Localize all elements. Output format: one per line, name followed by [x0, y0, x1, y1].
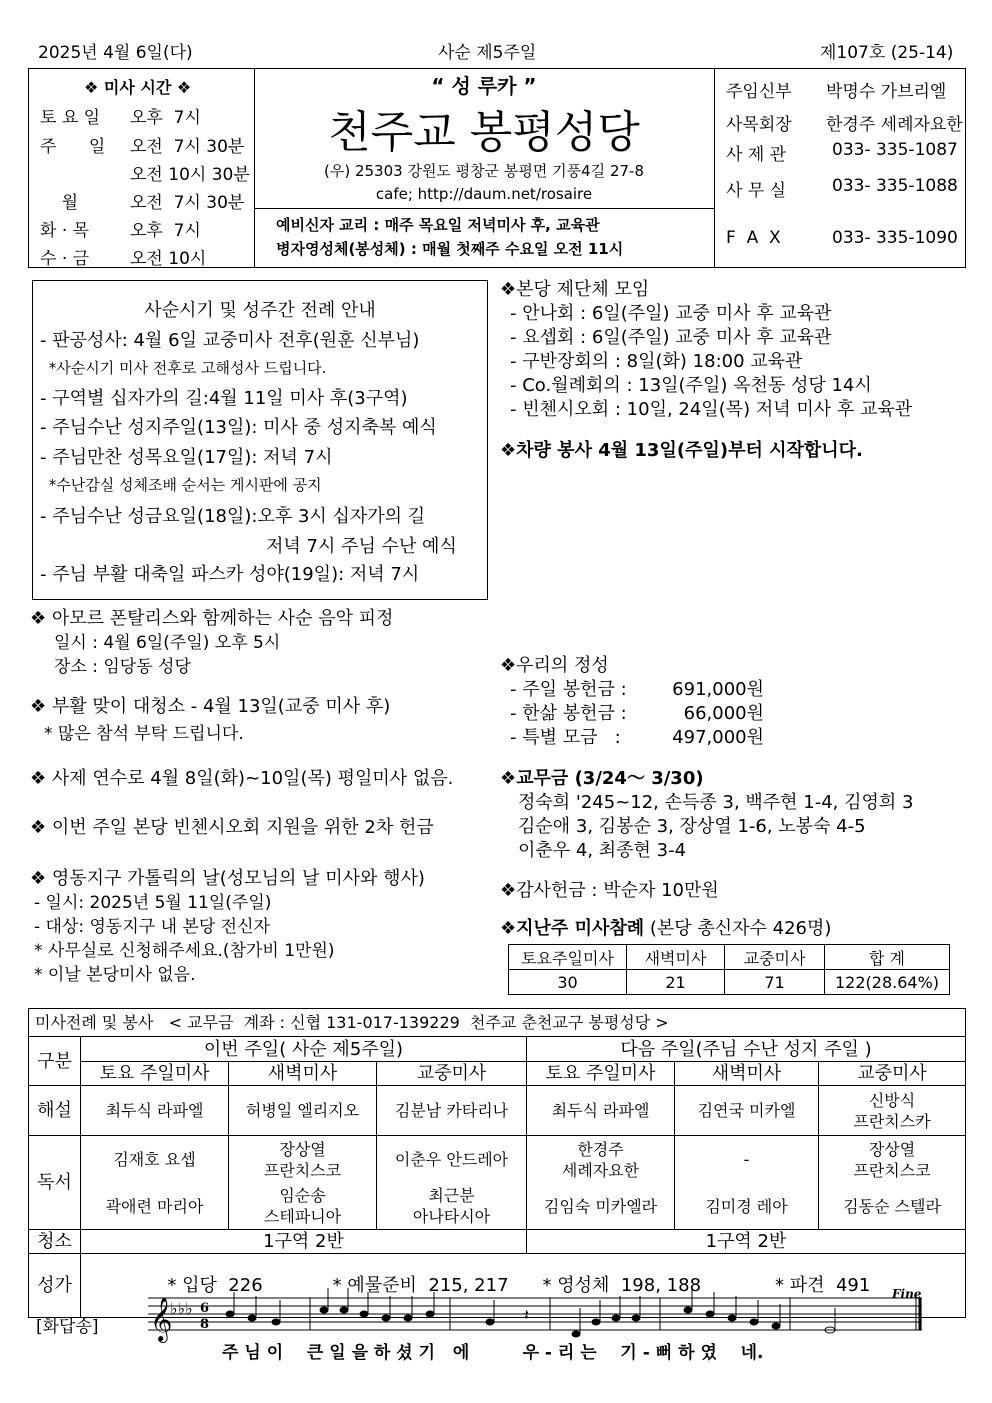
contact-label: 사 제 관: [726, 145, 787, 165]
offering-row: [510, 699, 764, 725]
lyric-syllable: 하: [678, 1343, 695, 1363]
lyric-syllable: 을: [351, 1343, 368, 1363]
mass-day: 화 · 목: [40, 221, 90, 241]
lent-line: - 판공성사: 4월 6일 교중미사 전후(원훈 신부님): [40, 330, 420, 351]
row-label-reading: 독서: [29, 1136, 81, 1230]
reading-cell: 김동순 스텔라: [819, 1184, 966, 1230]
offering-amount: 497,000원: [672, 727, 764, 748]
issue-number: 제107호 (25-14): [820, 43, 954, 63]
attendance-table: [508, 944, 950, 995]
attendance-header: 새벽미사: [627, 945, 725, 970]
row-label-hymn: 성가: [29, 1254, 81, 1318]
district-day-apply: * 사무실로 신청해주세요.(참가비 1만원): [34, 941, 335, 961]
offering-label: - 주일 봉헌금 :: [510, 679, 627, 700]
group-meeting: - 요셉회 : 6일(주일) 교중 미사 후 교육관: [510, 327, 832, 348]
reading-cell: 곽애련 마리아: [81, 1184, 229, 1230]
offering-label: - 한삶 봉헌금 :: [510, 703, 627, 724]
hymn-recessional: * 파견 491: [775, 1275, 871, 1296]
lent-line: 저녁 7시 주님 수난 예식: [266, 536, 457, 557]
lent-line: - 구역별 십자가의 길:4월 11일 미사 후(3구역): [40, 388, 408, 409]
row-label-cleaning: 청소: [29, 1230, 81, 1254]
commentary-cell: 신방식 프란치스카: [819, 1086, 966, 1136]
svg-text:𝄽: 𝄽: [524, 1305, 529, 1324]
psalm-label: [화답송]: [36, 1317, 99, 1337]
liturgy-schedule-table: [28, 1008, 966, 1318]
district-day-title: ❖ 영동지구 가톨릭의 날(성모님의 날 미사와 행사): [30, 868, 425, 889]
svg-text:6: 6: [200, 1301, 210, 1316]
group-meeting: - 빈첸시오회 : 10일, 24일(목) 저녁 미사 후 교육관: [510, 399, 913, 420]
commentary-cell: 최두식 라파엘: [81, 1086, 229, 1136]
reading-cell: 김재호 요셉: [81, 1136, 229, 1184]
lyric-syllable: -: [544, 1343, 552, 1363]
commentary-cell: 김분남 카타리나: [377, 1086, 527, 1136]
schedule-heading: 미사전례 및 봉사 < 교무금 계좌 : 신협 131-017-139229 천주교 춘천교구 봉평성당 >: [29, 1009, 966, 1037]
lyric-syllable: 주: [222, 1343, 239, 1363]
lyric-syllable: 기: [620, 1343, 637, 1363]
schedule-col-label: 구분: [29, 1037, 81, 1086]
attendance-note: (본당 총신자수 426명): [649, 918, 832, 939]
subcol-header: 토요 주일미사: [81, 1062, 229, 1086]
subcol-header: 교중미사: [377, 1062, 527, 1086]
reading-cell: 한경주 세례자요한: [527, 1136, 675, 1184]
contact-value: 박명수 가브리엘: [826, 82, 947, 102]
mass-time: 오전 10시 30분: [130, 165, 250, 185]
parish-name: 천주교 봉평성당: [328, 107, 640, 158]
group-meeting: - Co.월례회의 : 13일(주일) 옥천동 성당 14시: [510, 375, 872, 396]
parish-cafe-link[interactable]: cafe; http://daum.net/rosaire: [375, 185, 593, 203]
lyric-syllable: 네.: [740, 1343, 764, 1363]
reading-cell: 임순송 스테파니아: [229, 1184, 377, 1230]
row-label-commentary: 해설: [29, 1086, 81, 1136]
lyric-syllable: 뻐: [655, 1343, 673, 1363]
offering-amount: 691,000원: [672, 679, 764, 700]
contact-label: 주임신부: [726, 82, 792, 102]
district-day-target: - 대상: 영동지구 내 본당 전신자: [34, 917, 270, 937]
commentary-cell: 최두식 라파엘: [527, 1086, 675, 1136]
lent-line: - 주님수난 성금요일(18일):오후 3시 십자가의 길: [40, 506, 426, 527]
attendance-value: 71: [725, 970, 825, 995]
cleaning-next-week: 1구역 2반: [527, 1230, 966, 1254]
svg-text:♭♭♭: ♭♭♭: [170, 1299, 193, 1318]
reading-cell: 김임숙 미카엘라: [527, 1184, 675, 1230]
lyric-syllable: 일: [329, 1343, 346, 1363]
attendance-title: ❖지난주 미사참례: [500, 918, 645, 939]
hymn-entrance: * 입당 226: [167, 1275, 263, 1296]
hymn-offertory: * 예물준비 215, 217: [332, 1275, 509, 1296]
lyric-syllable: -: [642, 1343, 650, 1363]
offering-label: - 특별 모금 :: [510, 727, 621, 748]
lyric-syllable: 에: [452, 1343, 470, 1363]
cleaning-this-week: 1구역 2반: [81, 1230, 527, 1254]
subcol-header: 새벽미사: [675, 1062, 819, 1086]
offering-amount: 66,000원: [683, 703, 764, 724]
concert-time: 일시 : 4월 6일(주일) 오후 5시: [54, 633, 281, 653]
mass-day: 토 요 일: [40, 108, 101, 128]
subcol-header: 교중미사: [819, 1062, 966, 1086]
concert-title: ❖ 아모르 폰탈리스와 함께하는 사순 음악 피정: [30, 608, 394, 629]
parish-address: (우) 25303 강원도 평창군 봉평면 기풍4길 27-8: [324, 162, 644, 180]
lyric-syllable: 님: [244, 1343, 261, 1363]
lent-line: *수난감실 성체조배 순서는 게시판에 공지: [44, 476, 322, 494]
hymn-communion: * 영성체 198, 188: [542, 1275, 702, 1296]
lyric-syllable: 였: [700, 1343, 717, 1363]
contact-value: 033- 335-1087: [832, 140, 958, 160]
lyric-syllable: 이: [266, 1343, 284, 1363]
district-day-nomass: * 이날 본당미사 없음.: [34, 965, 196, 985]
next-week-header: 다음 주일(주님 수난 성지 주일 ): [527, 1037, 966, 1062]
lent-line: *사순시기 미사 전후로 고해성사 드립니다.: [44, 359, 327, 377]
vehicle-service-notice: ❖차량 봉사 4월 13일(주일)부터 시작합니다.: [500, 440, 863, 461]
lyric-syllable: 는: [580, 1343, 597, 1363]
contact-label: 사목회장: [726, 115, 792, 135]
cleaning-note: * 많은 참석 부탁 드립니다.: [44, 724, 244, 744]
offering-title: ❖우리의 정성: [500, 655, 609, 676]
mass-time: 오후 7시: [130, 221, 201, 241]
groups-title: ❖본당 제단체 모임: [500, 279, 650, 300]
lyric-syllable: 셨: [396, 1343, 413, 1363]
lyric-syllable: 하: [373, 1343, 391, 1363]
reading-cell: 장상열 프란치스코: [819, 1136, 966, 1184]
this-week-header: 이번 주일( 사순 제5주일): [81, 1037, 527, 1062]
offering-row: [510, 723, 764, 749]
offering-row: [510, 675, 764, 701]
group-meeting: - 안나회 : 6일(주일) 교중 미사 후 교육관: [510, 303, 832, 324]
contact-label: F A X: [726, 228, 781, 248]
mass-day: 수 · 금: [40, 249, 90, 269]
parish-patron: “ 성 루카 ”: [431, 74, 537, 98]
mass-day: 주 일: [40, 137, 106, 157]
contact-value: 033- 335-1090: [832, 228, 958, 248]
mass-times-title: ❖ 미사 시간 ❖: [84, 78, 192, 97]
liturgical-season: 사순 제5주일: [438, 43, 537, 63]
diocese-dues-line: 정숙희 '245~12, 손득종 3, 백주현 1-4, 김영희 3: [518, 792, 914, 813]
reading-cell: 이춘우 안드레아: [377, 1136, 527, 1184]
lyric-syllable: 큰: [306, 1343, 324, 1363]
attendance-value: 30: [509, 970, 627, 995]
mass-time: 오후 7시: [130, 108, 201, 128]
lent-line: - 주님만찬 성목요일(17일): 저녁 7시: [40, 447, 333, 468]
mass-time: 오전 7시 30분: [130, 137, 245, 157]
thanks-offering: ❖감사헌금 : 박순자 10만원: [500, 880, 719, 901]
attendance-header: 토요주일미사: [509, 945, 627, 970]
svg-text:8: 8: [200, 1317, 210, 1332]
sick-communion-notice: 병자영성체(봉성체) : 매월 첫째주 수요일 오전 11시: [276, 240, 624, 258]
reading-cell: 최근분 아나타시아: [377, 1184, 527, 1230]
issue-date: 2025년 4월 6일(다): [38, 43, 193, 63]
concert-place: 장소 : 임당동 성당: [54, 657, 191, 677]
fine-marking: Fine: [892, 1288, 922, 1301]
catechism-notice: 예비신자 교리 : 매주 목요일 저녁미사 후, 교육관: [276, 216, 600, 234]
psalm-lyrics: [222, 1338, 763, 1363]
lyric-syllable: 우: [522, 1343, 539, 1363]
second-collection-notice: ❖ 이번 주일 본당 빈첸시오회 지원을 위한 2차 헌금: [30, 817, 434, 838]
contact-value: 한경주 세례자요한: [826, 115, 963, 135]
lent-line: - 주님수난 성지주일(13일): 미사 중 성지축복 예식: [40, 417, 437, 438]
subcol-header: 새벽미사: [229, 1062, 377, 1086]
mass-day: 월: [40, 193, 79, 213]
reading-cell: 김미경 레아: [675, 1184, 819, 1230]
attendance-header: 교중미사: [725, 945, 825, 970]
treble-clef-icon: 𝄞: [150, 1297, 173, 1341]
diocese-dues-title: ❖교무금 (3/24～ 3/30): [500, 768, 704, 789]
reading-cell: -: [675, 1136, 819, 1184]
no-weekday-mass-notice: ❖ 사제 연수로 4월 8일(화)~10일(목) 평일미사 없음.: [30, 768, 454, 789]
group-meeting: - 구반장회의 : 8일(화) 18:00 교육관: [510, 351, 803, 372]
mass-time: 오전 7시 30분: [130, 193, 245, 213]
commentary-cell: 허병일 엘리지오: [229, 1086, 377, 1136]
contact-label: 사 무 실: [726, 181, 787, 201]
cleaning-title: ❖ 부활 맞이 대청소 - 4월 13일(교중 미사 후): [30, 696, 391, 717]
lyric-syllable: 기: [418, 1343, 436, 1363]
lyric-syllable: 리: [557, 1343, 575, 1363]
attendance-header: 합 계: [825, 945, 950, 970]
mass-time: 오전 10시: [130, 249, 207, 269]
district-day-date: - 일시: 2025년 5월 11일(주일): [34, 893, 272, 913]
attendance-value: 21: [627, 970, 725, 995]
attendance-value: 122(28.64%): [825, 970, 950, 995]
lent-guide-title: 사순시기 및 성주간 전례 안내: [144, 300, 376, 321]
diocese-dues-line: 김순애 3, 김봉순 3, 장상열 1-6, 노봉숙 4-5: [518, 816, 866, 837]
lent-line: - 주님 부활 대축일 파스카 성야(19일): 저녁 7시: [40, 564, 420, 585]
diocese-dues-line: 이춘우 4, 최종현 3-4: [518, 840, 687, 861]
contact-value: 033- 335-1088: [832, 176, 958, 196]
commentary-cell: 김연국 미카엘: [675, 1086, 819, 1136]
subcol-header: 토요 주일미사: [527, 1062, 675, 1086]
reading-cell: 장상열 프란치스코: [229, 1136, 377, 1184]
